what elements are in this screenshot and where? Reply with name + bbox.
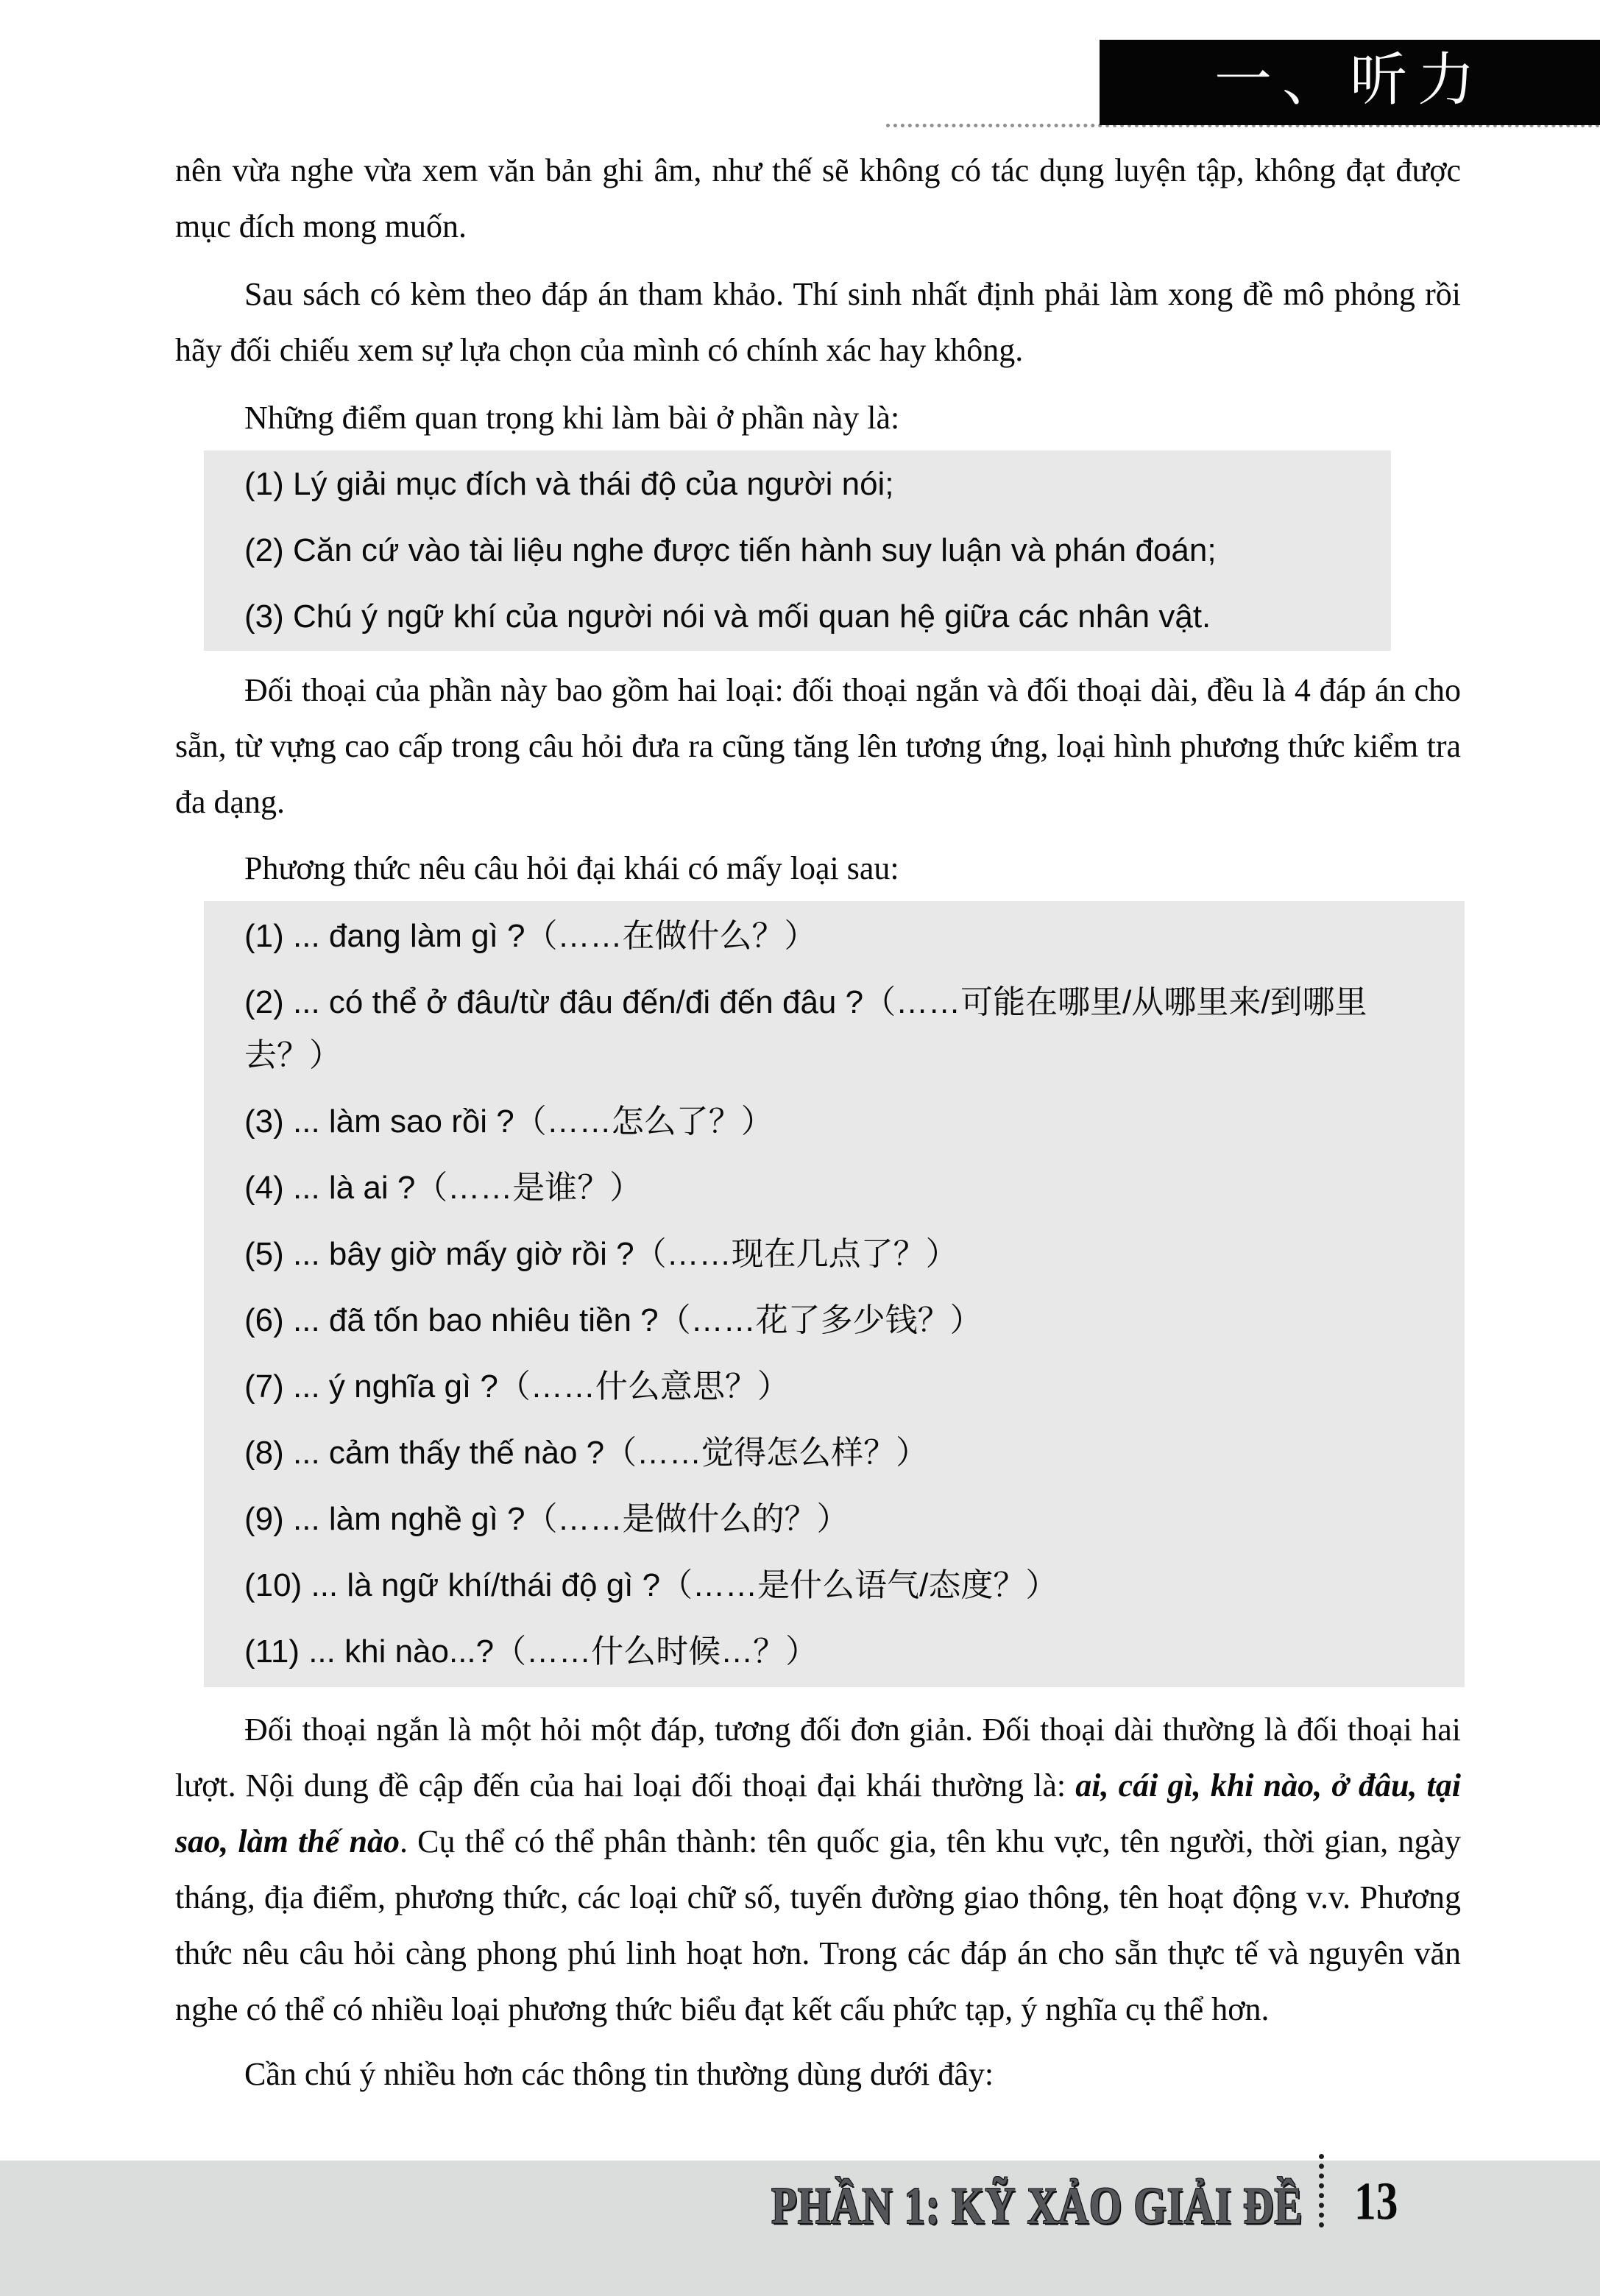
- paragraph: Đối thoại của phần này bao gồm hai loại: đối thoại ngắn và đối thoại dài, đều là 4 đáp án cho sẵn, từ vựng cao cấp trong câu hỏi đưa ra cũng tăng lên tương ứng, loại hình phương thức kiểm tra đa dạng.: [175, 672, 1461, 820]
- page-content: [175, 143, 1461, 2102]
- chapter-title: 一、听力: [1214, 48, 1485, 112]
- footer-section-label: PHẦN 1: KỸ XẢO GIẢI ĐỀ: [771, 2177, 1303, 2235]
- page-number: 13: [1354, 2172, 1398, 2231]
- question-type-item: (7) ... ý nghĩa gì ?（……什么意思？）: [244, 1368, 790, 1405]
- paragraph-text: . Cụ thể có thể phân thành: tên quốc gia, tên khu vực, tên người, thời gian, ngày tháng, địa điểm, phương thức, các loại chữ số, tuyến đường giao thông, tên hoạt động v.v. Phương thức nêu câu hỏi càng phong phú linh hoạt hơn. Trong các đáp án cho sẵn thực tế và nguyên văn nghe có thể có nhiều loại phương thức biểu đạt kết cấu phức tạp, ý nghĩa cụ thể hơn.: [175, 1823, 1461, 2027]
- paragraph-continuation: nên vừa nghe vừa xem văn bản ghi âm, như thế sẽ không có tác dụng luyện tập, không đạt được mục đích mong muốn.: [175, 152, 1461, 244]
- paragraph: [175, 1702, 1461, 2038]
- question-type-item: (4) ... là ai ?（……是谁？）: [244, 1170, 643, 1206]
- question-type-item: (8) ... cảm thấy thế nào ?（……觉得怎么样？）: [244, 1435, 929, 1471]
- question-type-item: (10) ... là ngữ khí/thái độ gì ?（……是什么语气/态度？）: [244, 1567, 1058, 1603]
- highlight-box-key-points: [204, 451, 1391, 651]
- question-type-item: (5) ... bây giờ mấy giờ rồi ?（……现在几点了？）: [244, 1236, 958, 1272]
- emphasized-phrase: ai, cái gì, khi nào, ở đâu, tại sao, làm thế nào: [175, 1767, 1461, 1859]
- paragraph-lead-in: Những điểm quan trọng khi làm bài ở phần này là:: [244, 400, 900, 436]
- question-type-item: (2) ... có thể ở đâu/từ đâu đến/đi đến đâu ?（……可能在哪里/从哪里来/到哪里去？）: [244, 984, 1367, 1073]
- paragraph-lead-in: Phương thức nêu câu hỏi đại khái có mấy loại sau:: [244, 850, 899, 886]
- chapter-header-bar: [1100, 40, 1600, 125]
- key-point-item: (1) Lý giải mục đích và thái độ của người nói;: [244, 466, 894, 502]
- key-point-item: (3) Chú ý ngữ khí của người nói và mối quan hệ giữa các nhân vật.: [244, 598, 1211, 635]
- paragraph-text: Đối thoại ngắn là một hỏi một đáp, tương đối đơn giản. Đối thoại dài thường là đối thoại hai lượt. Nội dung đề cập đến của hai loại đối thoại đại khái thường là:: [175, 1712, 1461, 1804]
- paragraph: Sau sách có kèm theo đáp án tham khảo. Thí sinh nhất định phải làm xong đề mô phỏng rồi hãy đối chiếu xem sự lựa chọn của mình có chính xác hay không.: [175, 276, 1461, 368]
- paragraph-lead-in: Cần chú ý nhiều hơn các thông tin thường dùng dưới đây:: [244, 2056, 994, 2092]
- question-type-item: (3) ... làm sao rồi ?（……怎么了？）: [244, 1103, 774, 1140]
- key-point-item: (2) Căn cứ vào tài liệu nghe được tiến hành suy luận và phán đoán;: [244, 532, 1217, 568]
- footer-dotted-divider: [1319, 2154, 1324, 2228]
- footer-band: [0, 2161, 1600, 2296]
- question-type-item: (9) ... làm nghề gì ?（……是做什么的？）: [244, 1501, 849, 1537]
- question-type-item: (1) ... đang làm gì ?（……在做什么？）: [244, 918, 817, 954]
- question-type-item: (11) ... khi nào...?（……什么时候…？）: [244, 1633, 818, 1670]
- highlight-box-question-types: [204, 901, 1465, 1687]
- question-type-item: (6) ... đã tốn bao nhiêu tiền ?（……花了多少钱？）: [244, 1302, 983, 1338]
